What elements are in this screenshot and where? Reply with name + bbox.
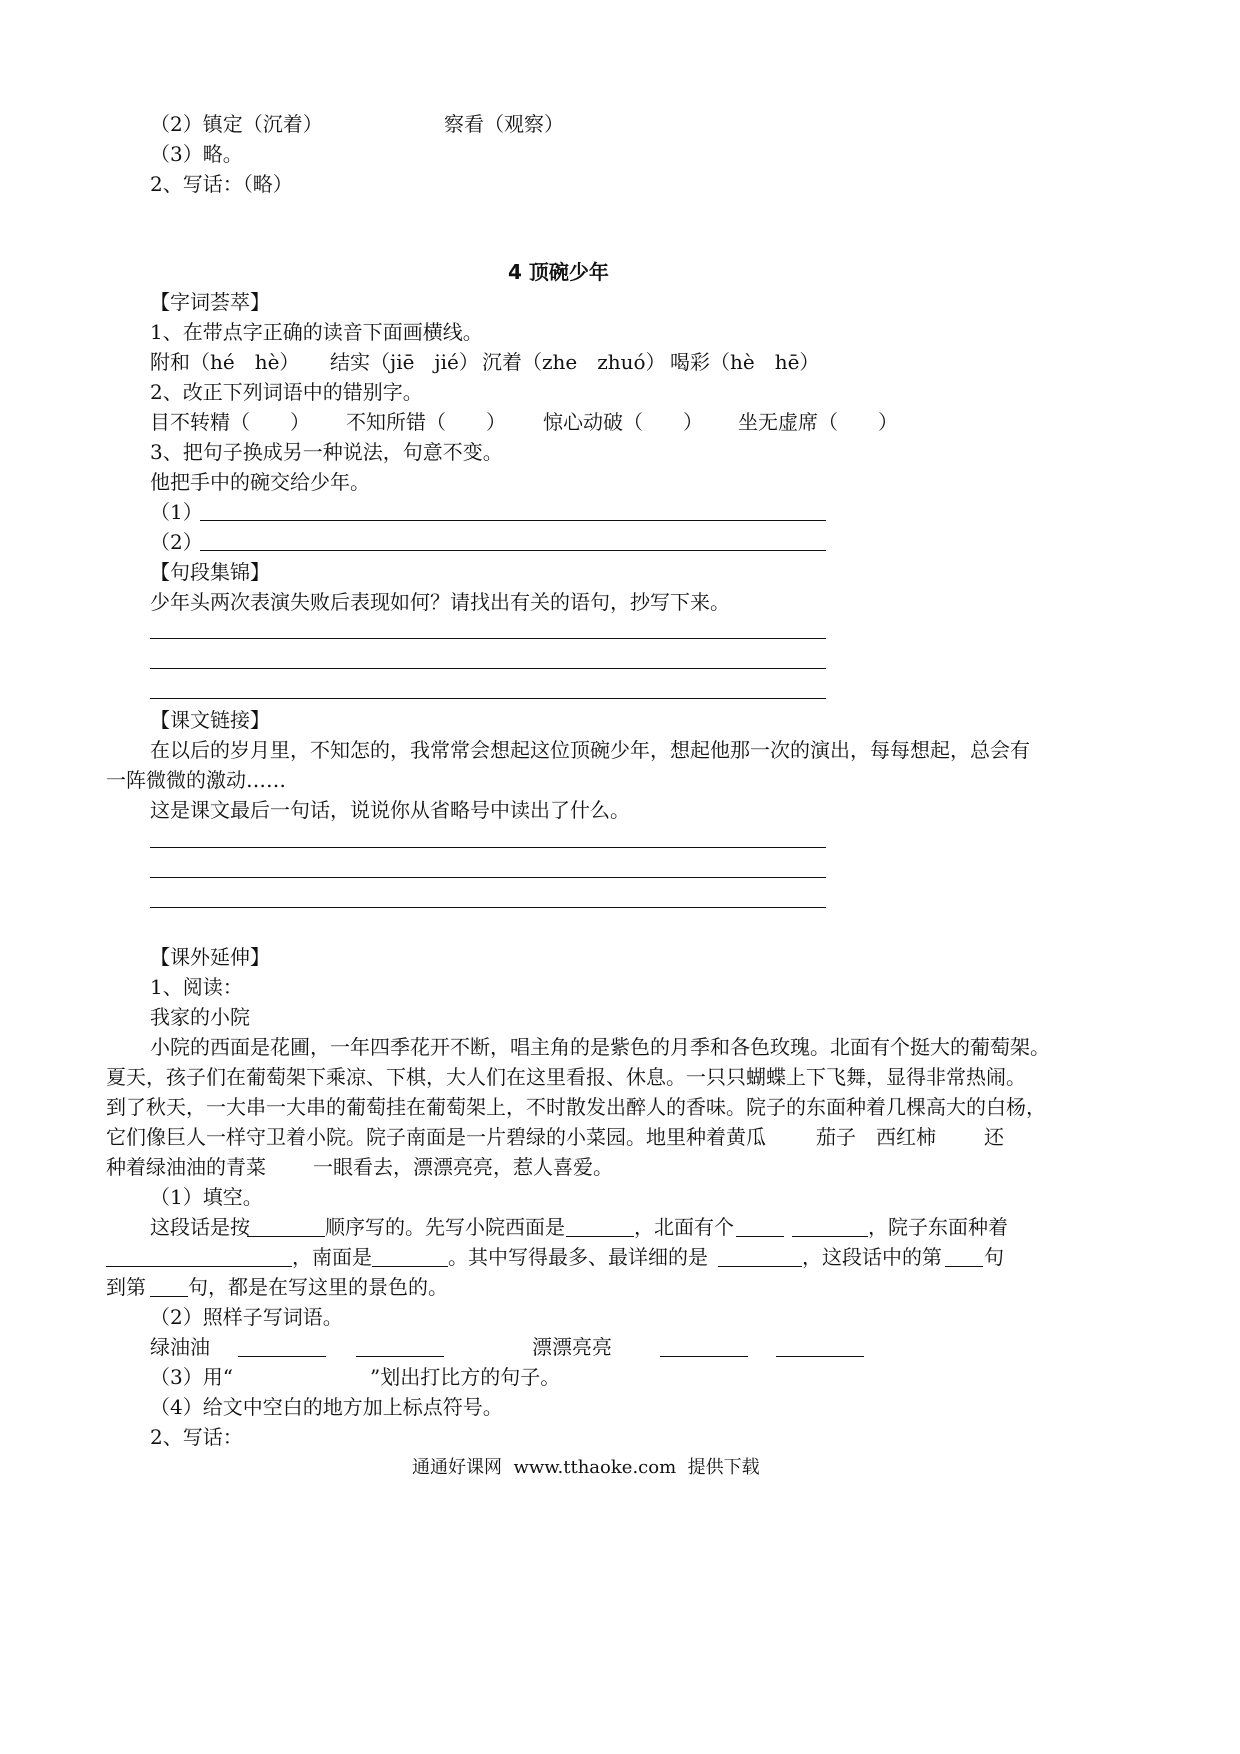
question-2: 2、改正下列词语中的错别字。 bbox=[150, 380, 423, 404]
fill-text: ，南面是 bbox=[292, 1245, 372, 1269]
fill-text: 句 bbox=[984, 1245, 1004, 1269]
q3-blank-1-label: （1） bbox=[150, 500, 203, 524]
answer-item-2-right: 察看（观察） bbox=[444, 112, 564, 136]
answer-item-3: （3）略。 bbox=[150, 142, 243, 166]
lesson-title: 4 顶碗少年 bbox=[508, 260, 609, 284]
passage-gap-word: 西红柿 bbox=[876, 1125, 936, 1149]
fill-blank[interactable] bbox=[372, 1248, 448, 1267]
fill-blank[interactable] bbox=[566, 1218, 634, 1237]
sec3-paragraph-line-2: 一阵微微的激动…… bbox=[106, 768, 286, 792]
sub-question-3-end: ”划出打比方的句子。 bbox=[370, 1365, 561, 1389]
fill-blank[interactable] bbox=[736, 1218, 784, 1237]
sec2-answer-line-2[interactable] bbox=[150, 668, 826, 669]
passage-line: 到了秋天，一大串一大串的葡萄挂在葡萄架上，不时散发出醉人的香味。院子的东面种着几棵高大的白杨， bbox=[106, 1095, 1046, 1119]
fill-blank[interactable] bbox=[718, 1248, 802, 1267]
fill-text: 这段话是按 bbox=[150, 1215, 250, 1239]
section-header-words: 【字词荟萃】 bbox=[150, 290, 270, 314]
word-blank[interactable] bbox=[356, 1338, 444, 1357]
fill-blank[interactable] bbox=[106, 1248, 292, 1267]
sub-question-4: （4）给文中空白的地方加上标点符号。 bbox=[150, 1395, 503, 1419]
passage-line: 它们像巨人一样守卫着小院。院子南面是一片碧绿的小菜园。地里种着黄瓜 bbox=[106, 1125, 766, 1149]
section-header-sentences: 【句段集锦】 bbox=[150, 560, 270, 584]
passage-line: 种着绿油油的青菜 bbox=[106, 1155, 266, 1179]
word-blank[interactable] bbox=[238, 1338, 326, 1357]
fill-text: ，北面有个 bbox=[634, 1215, 734, 1239]
sub-question-1: （1）填空。 bbox=[150, 1185, 263, 1209]
reading-title: 我家的小院 bbox=[150, 1005, 250, 1029]
fill-text: ，院子东面种着 bbox=[868, 1215, 1008, 1239]
sub-question-2: （2）照样子写词语。 bbox=[150, 1305, 343, 1329]
word-blank[interactable] bbox=[776, 1338, 864, 1357]
section-header-text-link: 【课文链接】 bbox=[150, 708, 270, 732]
q3-answer-line-2[interactable] bbox=[200, 550, 826, 551]
sec3-answer-line-2[interactable] bbox=[150, 877, 826, 878]
question-1: 1、在带点字正确的读音下面画横线。 bbox=[150, 320, 483, 344]
sec3-answer-line-1[interactable] bbox=[150, 847, 826, 848]
q2-item: 不知所错（ ） bbox=[346, 410, 506, 434]
sec3-answer-line-3[interactable] bbox=[150, 907, 826, 908]
q3-answer-line-1[interactable] bbox=[200, 520, 826, 521]
reading-label: 1、阅读： bbox=[150, 975, 243, 999]
passage-gap-word: 还 bbox=[984, 1125, 1004, 1149]
q3-sentence: 他把手中的碗交给少年。 bbox=[150, 470, 370, 494]
writing-task: 2、写话： bbox=[150, 1425, 243, 1449]
passage-line: 夏天，孩子们在葡萄架下乘凉、下棋，大人们在这里看报、休息。一只只蝴蝶上下飞舞，显得非常热闹。 bbox=[106, 1065, 1026, 1089]
fill-text: 句，都是在写这里的景色的。 bbox=[188, 1275, 448, 1299]
answer-item-2-left: （2）镇定（沉着） bbox=[150, 112, 323, 136]
passage-line: 小院的西面是花圃，一年四季花开不断，唱主角的是紫色的月季和各色玫瑰。北面有个挺大的葡萄架。 bbox=[150, 1035, 1050, 1059]
answer-writing: 2、写话：（略） bbox=[150, 172, 293, 196]
passage-gap-word: 茄子 bbox=[816, 1125, 856, 1149]
fill-blank[interactable] bbox=[150, 1278, 188, 1297]
question-3: 3、把句子换成另一种说法，句意不变。 bbox=[150, 440, 503, 464]
q2-item: 惊心动破（ ） bbox=[543, 410, 703, 434]
q1-item: 附和（hé hè） bbox=[150, 350, 300, 374]
fill-text: 顺序写的。先写小院西面是 bbox=[325, 1215, 565, 1239]
q1-item: 喝彩（hè hē） bbox=[670, 350, 820, 374]
fill-blank[interactable] bbox=[792, 1218, 868, 1237]
sec3-question: 这是课文最后一句话，说说你从省略号中读出了什么。 bbox=[150, 798, 630, 822]
q3-blank-2-label: （2） bbox=[150, 530, 203, 554]
passage-line: 一眼看去，漂漂亮亮，惹人喜爱。 bbox=[313, 1155, 613, 1179]
fill-blank[interactable] bbox=[945, 1248, 983, 1267]
sec2-answer-line-3[interactable] bbox=[150, 698, 826, 699]
example-word-1: 绿油油 bbox=[150, 1335, 210, 1359]
q1-item: 沉着（zhe zhuó） bbox=[482, 350, 666, 374]
example-word-2: 漂漂亮亮 bbox=[532, 1335, 612, 1359]
q2-item: 坐无虚席（ ） bbox=[738, 410, 898, 434]
sub-question-3-start: （3）用“ bbox=[150, 1365, 233, 1389]
fill-text: 。其中写得最多、最详细的是 bbox=[448, 1245, 708, 1269]
sec2-question: 少年头两次表演失败后表现如何？请找出有关的语句，抄写下来。 bbox=[150, 590, 730, 614]
page-footer: 通通好课网 www.tthaoke.com 提供下载 bbox=[412, 1457, 760, 1478]
sec3-paragraph-line-1: 在以后的岁月里，不知怎的，我常常会想起这位顶碗少年，想起他那一次的演出，每每想起，总会有 bbox=[150, 738, 1030, 762]
section-header-extension: 【课外延伸】 bbox=[150, 945, 270, 969]
q2-item: 目不转精（ ） bbox=[150, 410, 310, 434]
word-blank[interactable] bbox=[660, 1338, 748, 1357]
sec2-answer-line-1[interactable] bbox=[150, 638, 826, 639]
q1-item: 结实（jiē jié） bbox=[330, 350, 479, 374]
fill-blank[interactable] bbox=[247, 1218, 325, 1237]
fill-text: 到第 bbox=[106, 1275, 146, 1299]
fill-text: ，这段话中的第 bbox=[802, 1245, 942, 1269]
